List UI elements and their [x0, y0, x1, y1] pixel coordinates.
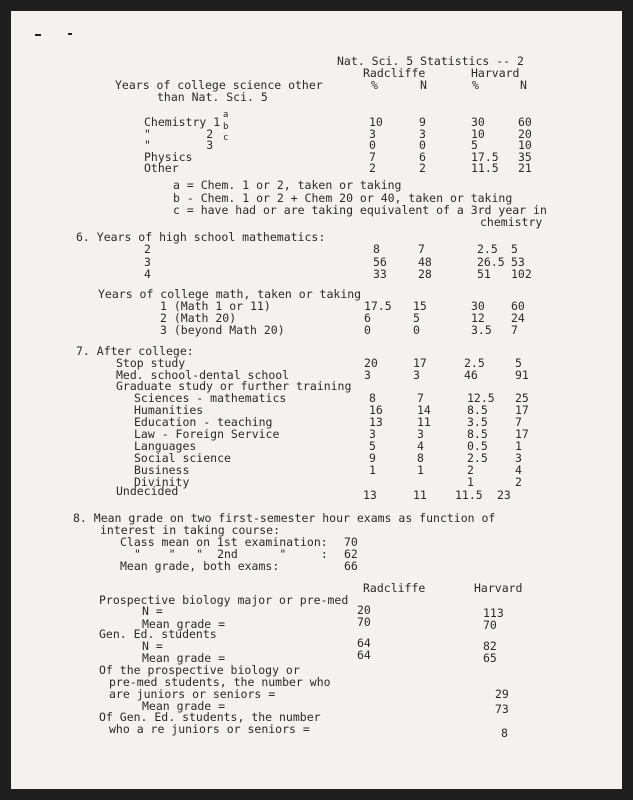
cell-h-n: 23 — [497, 488, 511, 502]
biology-n-radcliffe: 20 — [357, 603, 371, 617]
cell-h-pct: 17.5 — [471, 149, 499, 164]
cell-h-n: 17 — [515, 403, 529, 417]
cell-r-n: 9 — [419, 115, 426, 129]
cell-r-pct: 13 — [369, 415, 383, 429]
cell-h-n: 17 — [515, 427, 529, 441]
sec8-col-radcliffe: Radcliffe — [363, 581, 426, 595]
bio-upper-mean-label: Mean grade = — [142, 699, 226, 713]
cell-h-pct: 12.5 — [467, 391, 495, 405]
row-label: Chemistry 1 — [144, 115, 221, 129]
biology-mean-radcliffe: 70 — [357, 615, 371, 629]
footnote-marker: c — [223, 133, 229, 144]
cell-h-n: 60 — [511, 299, 525, 313]
cell-h-pct: 11.5 — [455, 488, 483, 502]
cell-h-n: 3 — [515, 451, 522, 465]
cell-r-pct: 5 — [369, 439, 376, 453]
cell-h-pct: 3.5 — [467, 415, 488, 429]
class-mean-1-label: Class mean on 1st examination: — [120, 535, 328, 549]
note-a: a = Chem. 1 or 2, taken or taking — [173, 178, 402, 192]
col-radcliffe-pct: % — [371, 78, 378, 92]
note-b: b - Chem. 1 or 2 + Chem 20 or 40, taken or taking — [173, 191, 513, 205]
cell-r-pct: 56 — [373, 254, 387, 269]
row-label: Physics — [144, 149, 193, 164]
cell-h-n: 7 — [515, 415, 522, 429]
cell-r-pct: 3 — [364, 368, 371, 382]
cell-r-n: 11 — [417, 415, 431, 429]
cell-h-n: 1 — [515, 439, 522, 453]
cell-r-n: 3 — [417, 427, 424, 441]
biology-mean-label: Mean grade = — [142, 617, 226, 631]
row-label: Sciences - mathematics — [134, 391, 287, 405]
cell-r-n: 6 — [419, 149, 426, 164]
cell-r-n: 15 — [413, 299, 427, 313]
cell-r-pct: 7 — [369, 149, 376, 164]
cell-h-n: 10 — [518, 138, 532, 153]
cell-r-n: 48 — [418, 254, 432, 269]
col-harvard-n: N — [520, 78, 527, 92]
footnote-marker: b — [223, 121, 229, 132]
cell-h-pct: 8.5 — [467, 403, 488, 417]
cell-h-pct: 46 — [464, 368, 478, 382]
cell-h-pct: 5 — [471, 138, 478, 153]
college-math-title: Years of college math, taken or taking — [98, 287, 362, 301]
class-mean-1-value: 70 — [344, 535, 358, 549]
section-8-title-2: interest in taking course: — [100, 523, 281, 537]
gened-mean-label: Mean grade = — [142, 651, 226, 665]
cell-r-n: 4 — [417, 439, 424, 453]
cell-h-pct: 2.5 — [477, 242, 498, 256]
cell-h-pct: 3.5 — [471, 323, 492, 337]
note-c-cont: chemistry — [480, 215, 543, 229]
cell-h-n: 7 — [511, 323, 518, 337]
cell-h-pct: 2.5 — [467, 451, 488, 465]
cell-r-n: 5 — [413, 311, 420, 325]
cell-r-n: 17 — [413, 356, 427, 370]
cell-r-pct: 17.5 — [364, 299, 392, 313]
bio-upper-value: 29 — [495, 687, 509, 701]
cell-h-pct: 0.5 — [467, 439, 488, 453]
cell-r-n: 2 — [419, 161, 426, 176]
row-label: " 2 — [144, 126, 214, 141]
cell-h-pct: 51 — [477, 267, 491, 281]
cell-r-n: 11 — [413, 488, 427, 502]
row-label: Med. school-dental school — [116, 368, 290, 382]
gened-upper-label-1: Of Gen. Ed. students, the number — [99, 710, 321, 724]
cell-h-n: 35 — [518, 149, 532, 164]
row-label: Humanities — [134, 403, 204, 417]
cell-r-pct: 20 — [364, 356, 378, 370]
mean-both-value: 66 — [344, 559, 358, 573]
cell-h-pct: 2 — [467, 463, 474, 477]
row-label: Undecided — [116, 484, 179, 498]
cell-r-pct: 3 — [369, 427, 376, 441]
cell-r-pct: 8 — [369, 391, 376, 405]
bio-upper-label-2: pre-med students, the number who — [109, 675, 331, 689]
cell-h-pct: 26.5 — [477, 254, 505, 269]
row-label: 2 (Math 20) — [160, 311, 237, 325]
col-radcliffe: Radcliffe — [363, 66, 426, 80]
class-mean-2-value: 62 — [344, 547, 358, 561]
mean-both-label: Mean grade, both exams: — [120, 559, 280, 573]
cell-r-pct: 3 — [369, 126, 376, 141]
class-mean-2-label: " " " 2nd " : — [134, 547, 328, 561]
science-title-2: than Nat. Sci. 5 — [157, 90, 268, 104]
cell-r-n: 28 — [418, 267, 432, 281]
cell-h-pct: 30 — [471, 115, 485, 129]
science-title-1: Years of college science other — [115, 78, 323, 92]
cell-r-pct: 8 — [373, 242, 380, 256]
cell-r-pct: 0 — [364, 323, 371, 337]
gened-n-radcliffe: 64 — [357, 636, 371, 650]
row-label: Stop study — [116, 356, 186, 370]
page-title: Nat. Sci. 5 Statistics -- 2 — [337, 54, 524, 68]
cell-h-n: 21 — [518, 161, 532, 176]
cell-r-pct: 13 — [363, 488, 377, 502]
row-label: Divinity — [134, 475, 190, 489]
row-label: 3 — [144, 254, 151, 269]
cell-r-pct: 9 — [369, 451, 376, 465]
row-label: 2 — [144, 242, 151, 256]
cell-r-n: 7 — [418, 242, 425, 256]
gened-mean-harvard: 65 — [483, 651, 497, 665]
cell-h-pct: 1 — [467, 475, 474, 489]
gened-upper-label-2: who a re juniors or seniors = — [109, 722, 310, 736]
sec8-col-harvard: Harvard — [474, 581, 523, 595]
row-label: Law - Foreign Service — [134, 427, 280, 441]
section-7-title: 7. After college: — [76, 344, 194, 358]
cell-h-n: 25 — [515, 391, 529, 405]
biology-label: Prospective biology major or pre-med — [99, 593, 349, 607]
section-6-title: 6. Years of high school mathematics: — [76, 230, 326, 244]
cell-r-n: 3 — [413, 368, 420, 382]
col-harvard-pct: % — [472, 78, 479, 92]
bio-upper-label-1: Of the prospective biology or — [99, 663, 300, 677]
cell-h-n: 53 — [511, 254, 525, 269]
row-label: Social science — [134, 451, 231, 465]
cell-r-pct: 6 — [364, 311, 371, 325]
col-radcliffe-n: N — [420, 78, 427, 92]
gened-label: Gen. Ed. students — [99, 627, 217, 641]
cell-r-pct: 1 — [369, 463, 376, 477]
cell-r-pct: 10 — [369, 115, 383, 129]
row-label: 1 (Math 1 or 11) — [160, 299, 271, 313]
cell-h-pct: 11.5 — [471, 161, 499, 176]
biology-mean-harvard: 70 — [483, 618, 497, 632]
punch-mark-right — [68, 33, 72, 35]
cell-r-pct: 16 — [369, 403, 383, 417]
gened-n-harvard: 82 — [483, 639, 497, 653]
cell-h-n: 102 — [511, 267, 532, 281]
cell-r-n: 7 — [417, 391, 424, 405]
gened-mean-radcliffe: 64 — [357, 648, 371, 662]
footnote-marker: a — [223, 110, 229, 120]
cell-h-pct: 2.5 — [464, 356, 485, 370]
row-label: Education - teaching — [134, 415, 273, 429]
row-label: Other — [144, 161, 179, 176]
row-label: 4 — [144, 267, 151, 281]
cell-r-n: 1 — [417, 463, 424, 477]
cell-r-n: 0 — [413, 323, 420, 337]
biology-n-label: N = — [142, 604, 163, 618]
cell-h-pct: 12 — [471, 311, 485, 325]
col-harvard: Harvard — [471, 66, 520, 80]
cell-r-pct: 2 — [369, 161, 376, 176]
cell-h-n: 24 — [511, 311, 525, 325]
punch-mark-left — [35, 34, 41, 36]
row-label: Business — [134, 463, 190, 477]
row-label: Languages — [134, 439, 197, 453]
cell-h-n: 91 — [515, 368, 529, 382]
cell-h-pct: 8.5 — [467, 427, 488, 441]
grad-study-title: Graduate study or further training — [116, 379, 352, 393]
cell-h-n: 5 — [511, 242, 518, 256]
note-c: c = have had or are taking equivalent of a 3rd year in — [173, 203, 547, 217]
cell-r-pct: 0 — [369, 138, 376, 153]
section-8-title-1: 8. Mean grade on two first-semester hour exams as function of — [73, 511, 496, 525]
cell-r-n: 0 — [419, 138, 426, 153]
cell-r-pct: 33 — [373, 267, 387, 281]
cell-r-n: 8 — [417, 451, 424, 465]
cell-h-n: 4 — [515, 463, 522, 477]
cell-h-pct: 30 — [471, 299, 485, 313]
row-label: " 3 — [144, 138, 214, 153]
biology-n-harvard: 113 — [483, 606, 504, 620]
gened-upper-value: 8 — [501, 726, 508, 740]
document-page — [11, 11, 622, 789]
cell-h-n: 20 — [518, 126, 532, 141]
cell-h-n: 2 — [515, 475, 522, 489]
row-label: 3 (beyond Math 20) — [160, 323, 285, 337]
bio-upper-label-3: are juniors or seniors = — [109, 687, 276, 701]
cell-r-n: 3 — [419, 126, 426, 141]
cell-h-n: 60 — [518, 115, 532, 129]
cell-h-pct: 10 — [471, 126, 485, 141]
gened-n-label: N = — [142, 639, 163, 653]
cell-r-n: 14 — [417, 403, 431, 417]
bio-upper-mean-value: 73 — [495, 702, 509, 716]
cell-h-n: 5 — [515, 356, 522, 370]
